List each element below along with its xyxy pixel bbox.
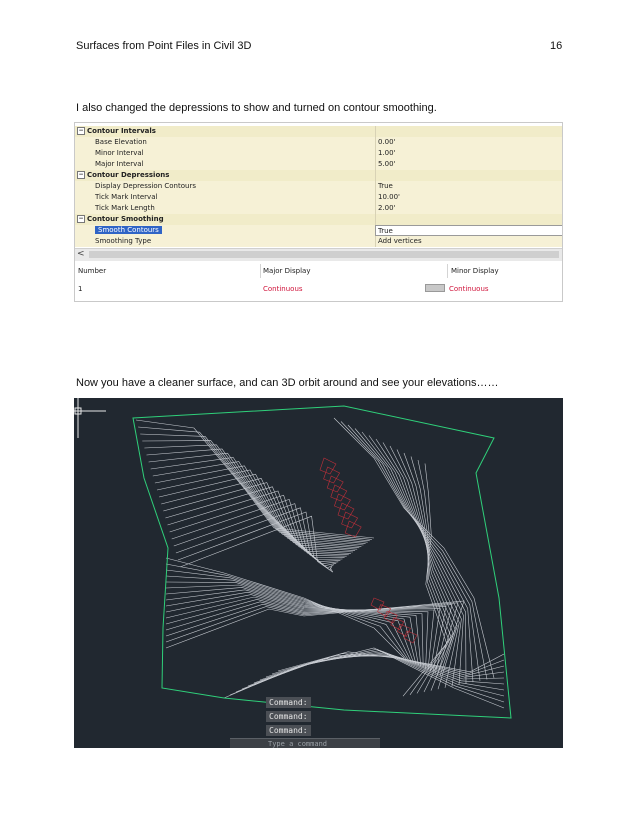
contour-line xyxy=(174,504,336,566)
contour-line xyxy=(404,631,417,643)
property-label: Tick Mark Length xyxy=(95,204,155,212)
property-row-smoothing-type[interactable] xyxy=(75,236,563,247)
command-history-line: Command: xyxy=(266,697,311,708)
contour-line xyxy=(140,434,370,541)
property-row-smooth-contours[interactable] xyxy=(75,225,563,236)
property-label: Minor Interval xyxy=(95,149,144,157)
scroll-left-icon[interactable]: < xyxy=(77,249,85,259)
command-history-line: Command: xyxy=(266,725,311,736)
property-label: Base Elevation xyxy=(95,138,147,146)
column-header-major-display[interactable]: Major Display xyxy=(263,267,311,275)
property-label-selected: Smooth Contours xyxy=(95,226,162,234)
body-paragraph-3d-orbit: Now you have a cleaner surface, and can 3D orbit around and see your elevations…… xyxy=(76,377,499,389)
property-row-tick-mark-length[interactable] xyxy=(75,203,563,214)
property-value[interactable]: 5.00' xyxy=(375,159,563,170)
contour-line xyxy=(327,476,343,492)
property-row-tick-mark-interval[interactable] xyxy=(75,192,563,203)
group-contour-smoothing[interactable] xyxy=(75,214,563,225)
running-header-title: Surfaces from Point Files in Civil 3D xyxy=(76,40,252,52)
command-input-placeholder[interactable]: Type a command xyxy=(268,740,328,748)
surface-contour-drawing xyxy=(74,398,563,748)
cursor-crosshair-icon xyxy=(74,398,106,438)
civil3d-model-viewport[interactable] xyxy=(74,398,563,748)
contour-line xyxy=(272,654,504,674)
property-row-display-depression-contours[interactable] xyxy=(75,181,563,192)
property-value[interactable]: True xyxy=(375,181,563,192)
contour-line xyxy=(390,446,457,689)
contour-line xyxy=(371,598,384,610)
contour-line xyxy=(334,494,350,510)
contour-line xyxy=(166,601,464,676)
property-value-dropdown[interactable]: True xyxy=(375,225,563,236)
group-label: Contour Intervals xyxy=(87,127,156,135)
horizontal-scrollbar[interactable] xyxy=(75,248,563,261)
body-paragraph-depressions: I also changed the depressions to show and turned on contour smoothing. xyxy=(76,102,437,114)
surface-style-properties-panel xyxy=(74,122,563,302)
contour-line xyxy=(178,512,332,570)
property-row-minor-interval[interactable] xyxy=(75,148,563,159)
command-history-line: Command: xyxy=(266,711,311,722)
contour-line xyxy=(236,650,504,696)
property-label: Smoothing Type xyxy=(95,237,152,245)
collapse-icon[interactable]: − xyxy=(78,171,84,178)
property-value[interactable]: 10.00' xyxy=(375,192,563,203)
contour-lines xyxy=(136,418,504,708)
property-row-major-interval[interactable] xyxy=(75,159,563,170)
command-input-bar[interactable] xyxy=(230,738,380,748)
scrollbar-thumb[interactable] xyxy=(89,251,559,258)
contour-line xyxy=(348,425,480,681)
contour-line xyxy=(338,503,354,519)
contour-line xyxy=(320,458,336,474)
group-label: Contour Smoothing xyxy=(87,215,164,223)
column-header-number[interactable]: Number xyxy=(78,267,107,275)
contour-line xyxy=(362,432,466,684)
property-label: Display Depression Contours xyxy=(95,182,196,190)
property-label: Tick Mark Interval xyxy=(95,193,158,201)
property-row-base-elevation[interactable] xyxy=(75,137,563,148)
contour-line xyxy=(331,485,347,501)
major-display-linetype[interactable]: Continuous xyxy=(263,285,303,293)
linetype-swatch-icon[interactable] xyxy=(425,284,445,292)
property-value[interactable]: 0.00' xyxy=(375,137,563,148)
collapse-icon[interactable]: − xyxy=(78,127,84,134)
group-contour-intervals[interactable] xyxy=(75,126,563,137)
property-value[interactable]: 1.00' xyxy=(375,148,563,159)
minor-display-linetype[interactable]: Continuous xyxy=(449,285,489,293)
property-value[interactable]: 2.00' xyxy=(375,203,563,214)
property-value[interactable]: Add vertices xyxy=(375,236,563,247)
property-label: Major Interval xyxy=(95,160,144,168)
contour-line xyxy=(138,427,372,539)
contour-line xyxy=(166,582,414,663)
group-contour-depressions[interactable] xyxy=(75,170,563,181)
contour-line xyxy=(342,512,358,528)
linetype-row-number: 1 xyxy=(78,285,83,293)
contour-line xyxy=(166,570,409,660)
column-header-minor-display[interactable]: Minor Display xyxy=(451,267,499,275)
collapse-icon[interactable]: − xyxy=(78,215,84,222)
contour-line xyxy=(324,467,340,483)
contour-line xyxy=(345,521,361,537)
group-label: Contour Depressions xyxy=(87,171,170,179)
page-number: 16 xyxy=(550,40,563,52)
